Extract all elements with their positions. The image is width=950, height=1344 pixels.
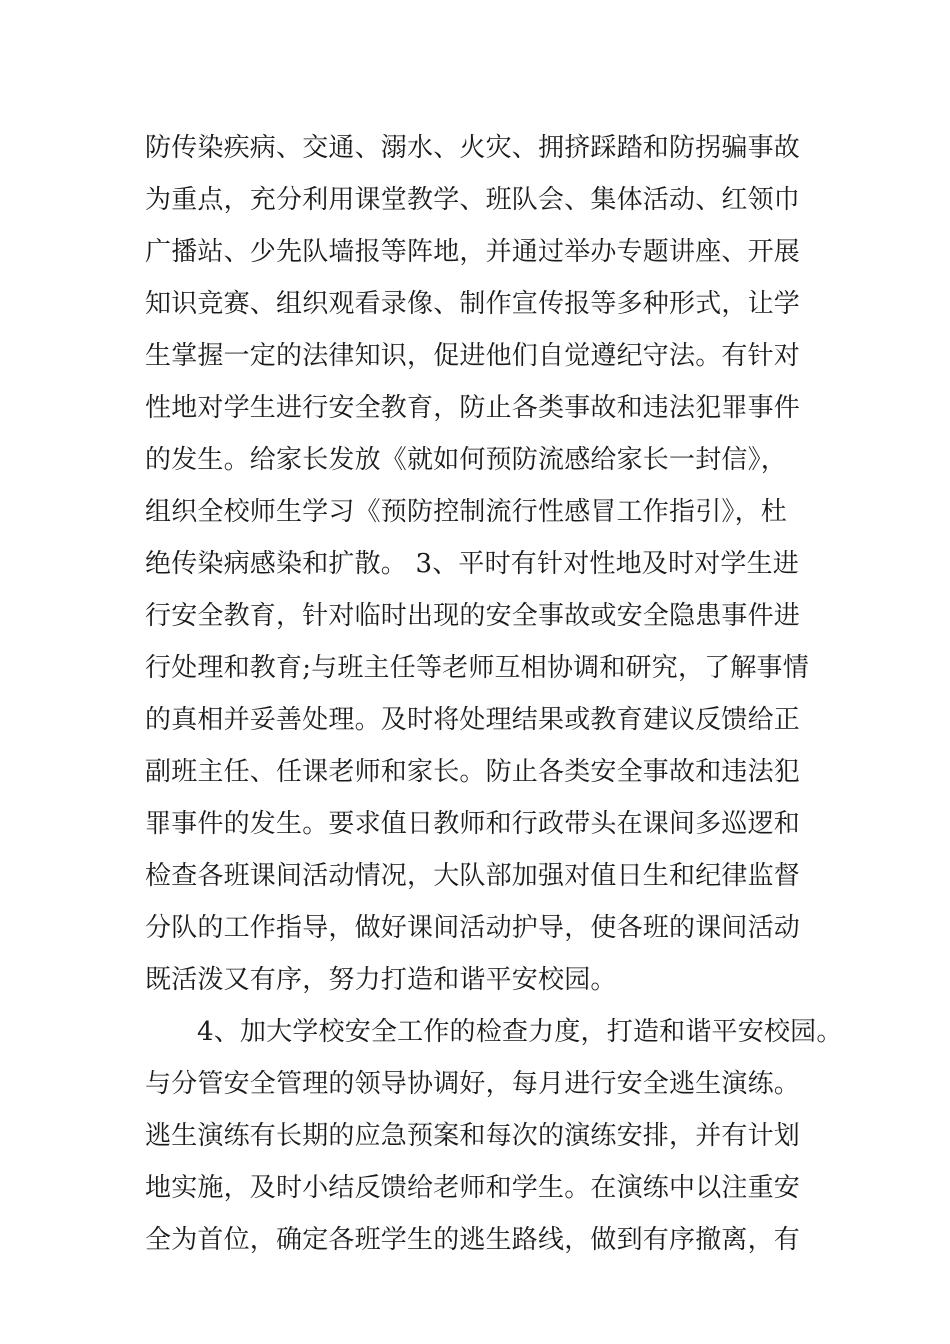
text-line: 生掌握一定的法律知识，促进他们自觉遵纪守法。有针对: [145, 341, 801, 371]
text-line: 广播站、少先队墙报等阵地，并通过举办专题讲座、开展: [145, 237, 801, 267]
text-line: 地实施，及时小结反馈给老师和学生。在演练中以注重安: [145, 1173, 801, 1203]
text-line: 罪事件的发生。要求值日教师和行政带头在课间多巡逻和: [145, 809, 801, 839]
text-line: 知识竞赛、组织观看录像、制作宣传报等多种形式，让学: [145, 289, 801, 319]
paragraph-first-line: 4、加大学校安全工作的检查力度，打造和谐平安校园。: [197, 1017, 843, 1047]
text-line: 的真相并妥善处理。及时将处理结果或教育建议反馈给正: [145, 705, 801, 735]
text-line: 行处理和教育;与班主任等老师互相协调和研究，了解事情: [145, 653, 809, 683]
text-line: 行安全教育，针对临时出现的安全事故或安全隐患事件进: [145, 601, 801, 631]
text-line: 既活泼又有序，努力打造和谐平安校园。: [145, 965, 617, 995]
text-line: 为重点，充分利用课堂教学、班队会、集体活动、红领巾: [145, 185, 801, 215]
text-line: 性地对学生进行安全教育，防止各类事故和违法犯罪事件: [145, 393, 801, 423]
text-line: 组织全校师生学习《预防控制流行性感冒工作指引》，杜: [145, 497, 788, 527]
text-line: 全为首位，确定各班学生的逃生路线，做到有序撤离，有: [145, 1225, 801, 1255]
text-line: 防传染疾病、交通、溺水、火灾、拥挤踩踏和防拐骗事故: [145, 133, 801, 163]
text-line: 逃生演练有长期的应急预案和每次的演练安排，并有计划: [145, 1121, 801, 1151]
text-line: 的发生。给家长发放《就如何预防流感给家长一封信》，: [145, 445, 788, 475]
text-line: 检查各班课间活动情况，大队部加强对值日生和纪律监督: [145, 861, 801, 891]
text-line: 绝传染病感染和扩散。 3、平时有针对性地及时对学生进: [145, 549, 800, 579]
text-line: 分队的工作指导，做好课间活动护导，使各班的课间活动: [145, 913, 801, 943]
text-line: 副班主任、任课老师和家长。防止各类安全事故和违法犯: [145, 757, 801, 787]
text-line: 与分管安全管理的领导协调好，每月进行安全逃生演练。: [145, 1069, 801, 1099]
